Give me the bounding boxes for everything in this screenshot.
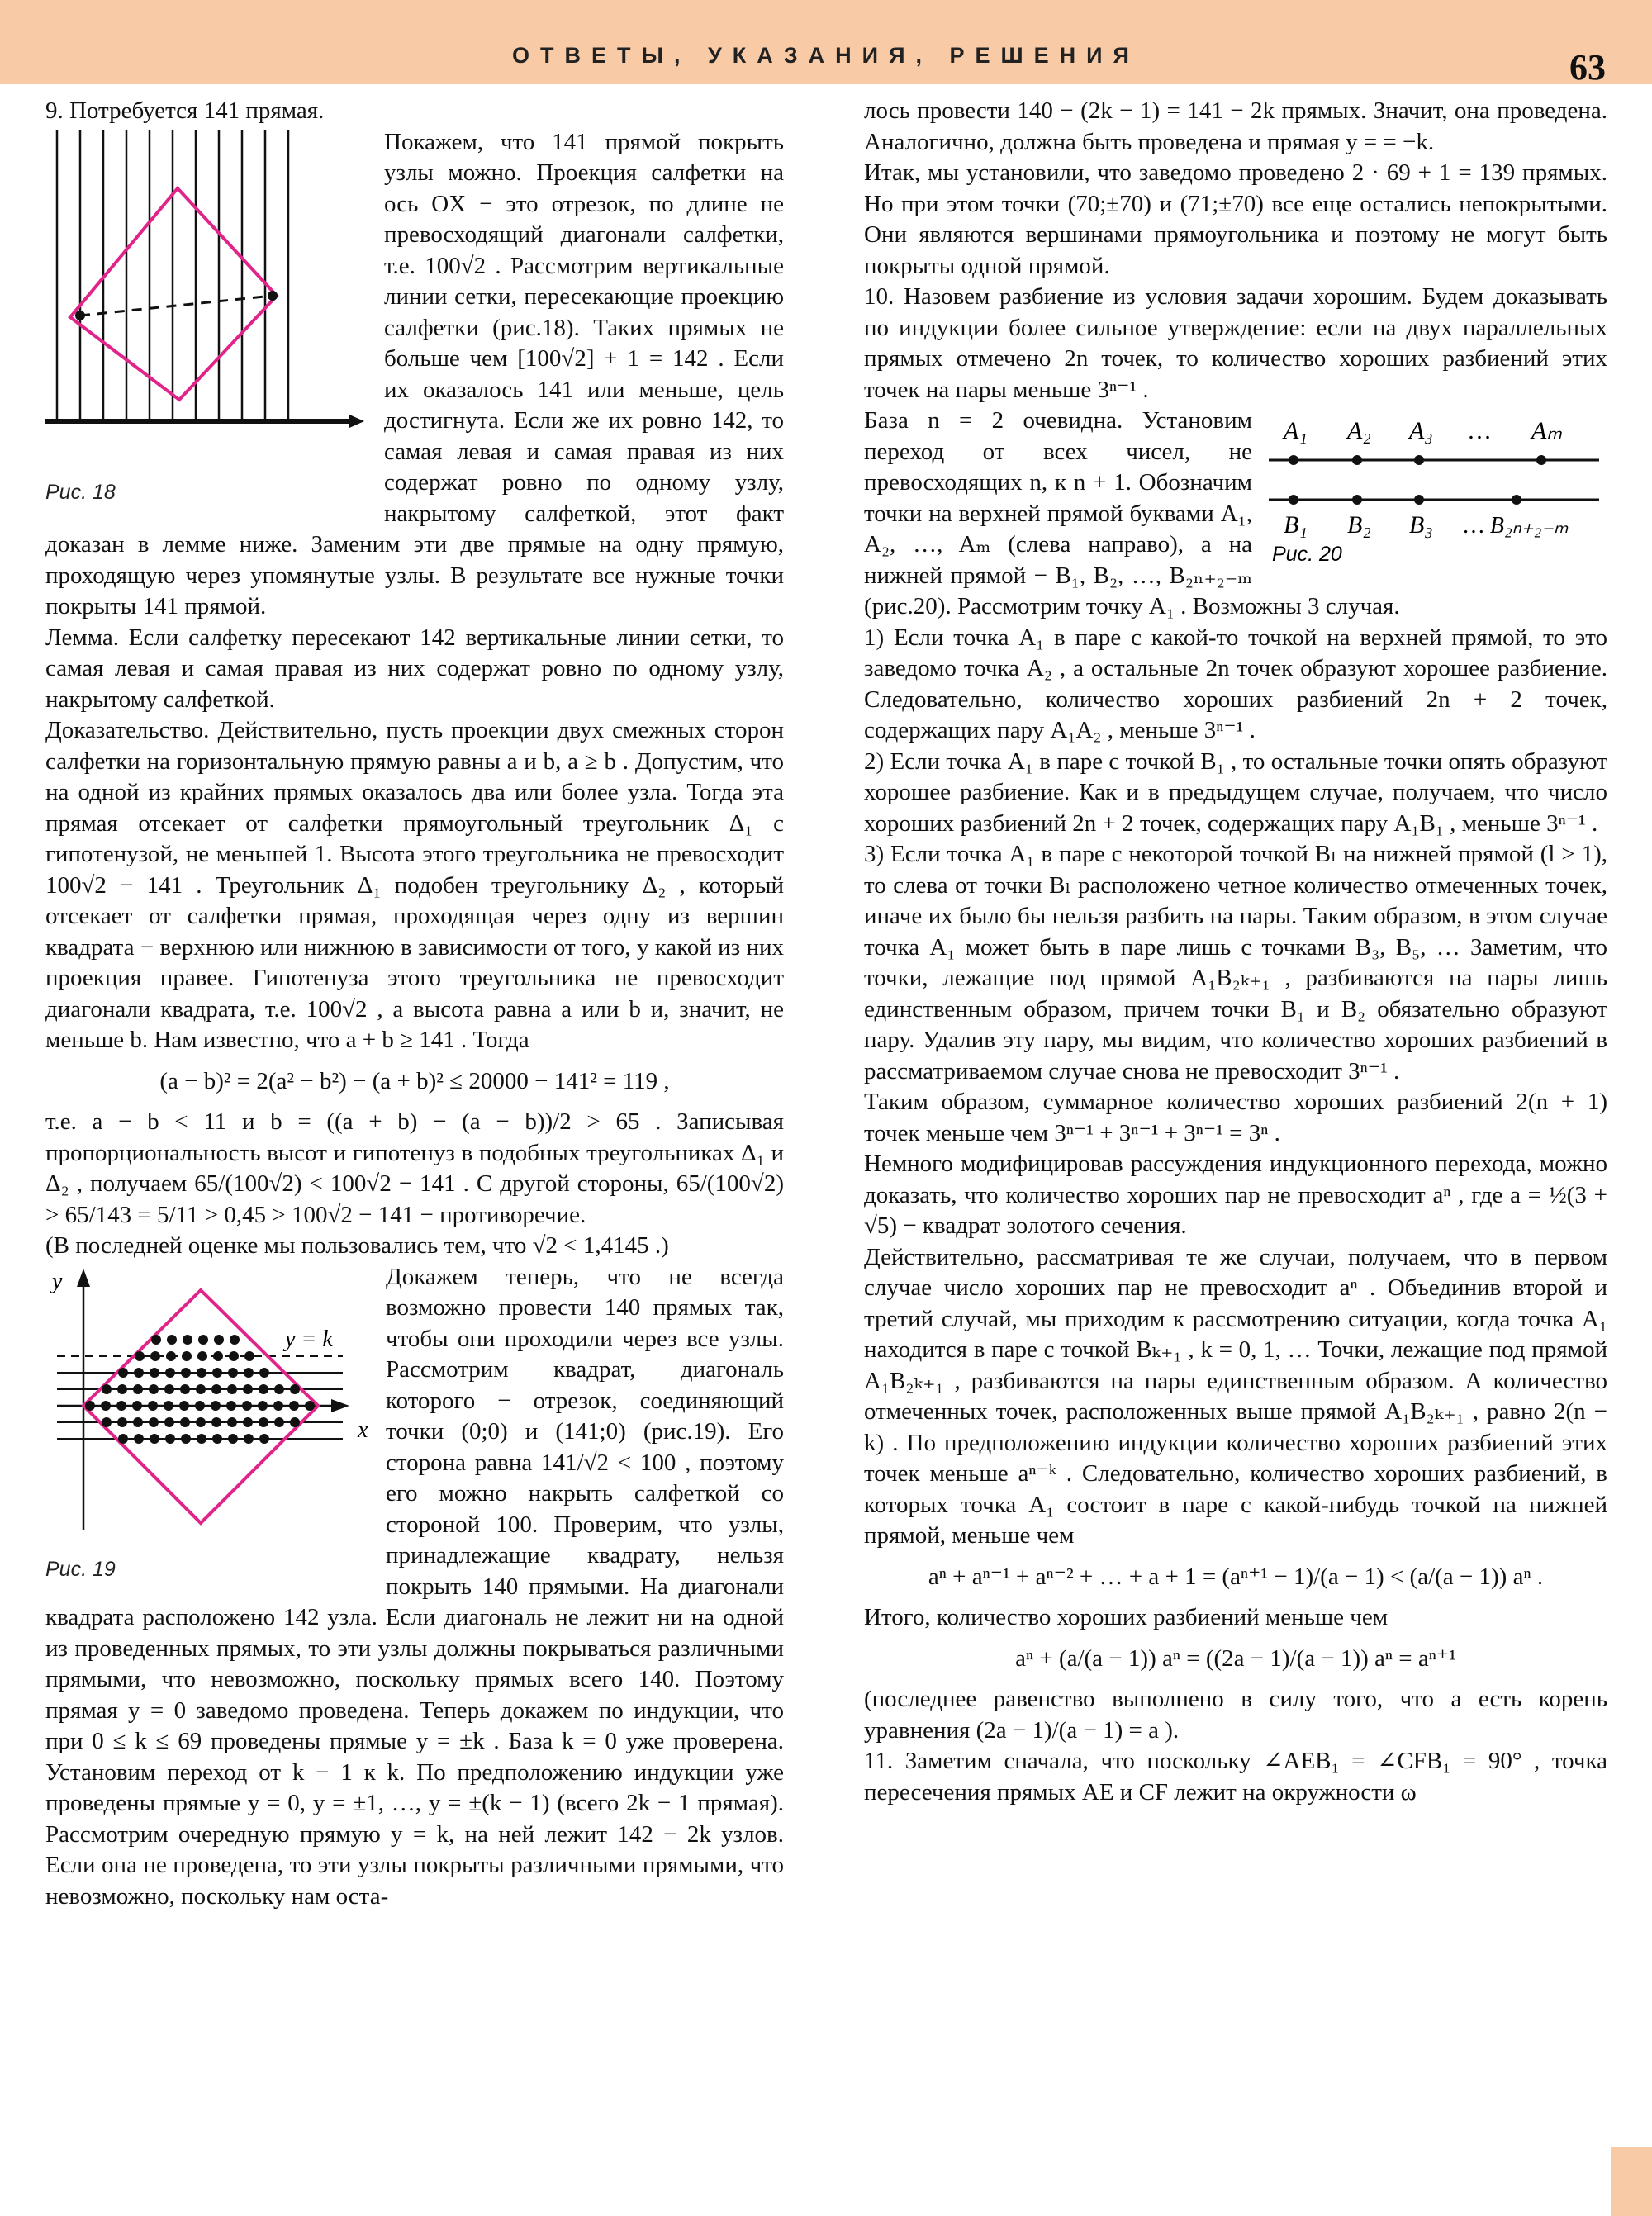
right-column (864, 96, 1607, 1808)
point-label-B2: B₂ (1347, 511, 1371, 539)
problem-9-answer: 9. Потребуется 141 прямая. (45, 97, 325, 124)
lemma: Лемма. Если салфетку пересекают 142 вертикальные линии сетки, то самая левая и самая правая из них содержат ровно по одному узлу, накрытому салфеткой. (45, 624, 784, 713)
lattice-node (183, 1335, 192, 1345)
equation-root-note: (последнее равенство выполнено в силу того, что a есть корень уравнения (2a − 1)/(a − 1) = a ). (864, 1686, 1607, 1744)
lattice-node (259, 1434, 269, 1444)
node-point (75, 311, 85, 320)
lattice-node (165, 1368, 175, 1378)
lattice-nodes (85, 1335, 315, 1444)
sqrt2-estimate-note: (В последней оценке мы пользовались тем, что √2 < 1,4145 .) (45, 1232, 669, 1259)
left-column (45, 96, 784, 1912)
point-A1 (1289, 455, 1298, 465)
figure-20-caption: Рис. 20 (1272, 543, 1342, 566)
sum-of-cases: Таким образом, суммарное количество хороших разбиений 2(n + 1) точек меньше чем 3ⁿ⁻¹ + 3ⁿ⁻¹ + 3ⁿ⁻¹ = 3ⁿ . (864, 1089, 1607, 1146)
lattice-node (227, 1384, 237, 1394)
dashed-segment (80, 296, 273, 316)
line-y-equals-k-label: y = k (285, 1326, 333, 1352)
point-A3 (1414, 455, 1424, 465)
point-label-Am: Aₘ (1531, 417, 1563, 444)
lattice-node (180, 1417, 190, 1427)
lattice-node (133, 1417, 143, 1427)
lattice-node (244, 1351, 254, 1361)
lattice-node (196, 1384, 206, 1394)
lattice-node (118, 1368, 128, 1378)
conclusion-139-lines: Итак, мы установили, что заведомо проведено 2 · 69 + 1 = 139 прямых. Но при этом точки (70;±70) и (71;±70) все еще остались непокрытыми. Они являются вершинами прямоугольника и поэтому не могут быть покрыты одной прямой. (864, 159, 1607, 279)
lattice-node (150, 1368, 159, 1378)
case-2: 2) Если точка A₁ в паре с точкой B₁ , то остальные точки опять образуют хорошее разбиение. Как и в предыдущем случае, получаем, что число хороших разбиений 2n + 2 точек, содержащих пару A₁B₁ , меньше 3ⁿ⁻¹ . (864, 747, 1607, 837)
figure-18-drawing (45, 130, 366, 469)
case-3: 3) Если точка A₁ в паре с некоторой точкой Bₗ на нижней прямой (l > 1), то слева от точки Bₗ расположено четное количество отмеченных точек, иначе их было бы нельзя разбить на пары. Таким образом, в этом случае точка A₁ может быть в паре лишь с точками B₃, B₅, … Заметим, что точки, лежащие под прямой A₁B₂ₖ₊₁ , разбиваются на пары лишь единственным образом, причем точки B₁ и B₂ обязательно образуют пару. Удалив эту пару, мы видим, что количество хороших разбиений в рассматриваемом случае снова не превосходит 3ⁿ⁻¹ . (864, 841, 1607, 1084)
point-B3 (1414, 495, 1424, 505)
lattice-node (290, 1384, 300, 1394)
problem-10-intro: 10. Назовем разбиение из условия задачи хорошим. Будем доказывать по индукции более сильное утверждение: если на двух параллельных прямых отмечено 2n точек, то количество хороших разбиений этих точек на пары меньше 3ⁿ⁻¹ . (864, 283, 1607, 403)
lattice-node (167, 1335, 177, 1345)
lattice-node (149, 1417, 159, 1427)
induction-continuation: лось провести 140 − (2k − 1) = 141 − 2k прямых. Значит, она проведена. Аналогично, должна быть проведена и прямая y = = −k. (864, 97, 1607, 155)
lattice-node (102, 1417, 112, 1427)
figure-19-drawing (45, 1265, 368, 1546)
lattice-node (151, 1335, 161, 1345)
lattice-node (164, 1384, 174, 1394)
lattice-node (244, 1368, 254, 1378)
lattice-node (213, 1351, 223, 1361)
problem-9-lower-bound: Докажем теперь, что не всегда возможно провести 140 прямых так, чтобы они проходили через все узлы. Рассмотрим квадрат, диагональ которого − отрезок, соединяющий точки (0;0) и (141;0) (рис.19). Его сторона равна 141/√2 < 100 , поэтому его можно накрыть салфеткой со стороной 100. Проверим, что узлы, принадлежащие квадрату, нельзя покрыть 140 прямыми. На диагонали квадрата расположено 142 узла. Если диагональ не лежит ни на одной из проведенных прямых, то эти узлы должны покрываться различными прямыми, что невозможно, поскольку прямых всего 140. Поэтому прямая y = 0 заведомо проведена. Теперь докажем по индукции, что при 0 ≤ k ≤ 69 проведены прямые y = ±k . База k = 0 уже проверена. Установим переход от k − 1 к k. По предположению индукции уже проведены прямые y = 0, y = ±1, …, y = ±(k − 1) (всего 2k − 1 прямая). Рассмотрим очередную прямую y = k, на ней лежит 142 − 2k узлов. Если она не проведена, то эти узлы покрыты различными прямыми, что невозможно, поскольку нам оста- (45, 1263, 784, 1910)
formula-geometric-sum: aⁿ + aⁿ⁻¹ + aⁿ⁻² + … + a + 1 = (aⁿ⁺¹ − 1)/(a − 1) < (a/(a − 1)) aⁿ . (928, 1563, 1544, 1590)
running-header: ОТВЕТЫ, УКАЗАНИЯ, РЕШЕНИЯ (512, 43, 1140, 68)
lattice-node (198, 1335, 208, 1345)
figure-20-drawing (1269, 409, 1607, 566)
lattice-node (242, 1401, 252, 1411)
case-1: 1) Если точка A₁ в паре с какой-то точкой на верхней прямой, то это заведомо точка A₂ , а остальные 2n точек образуют хорошее разбиение. Следовательно, количество хороших разбиений 2n + 2 точек, содержащих пару A₁A₂ , меньше 3ⁿ⁻¹ . (864, 624, 1607, 743)
point-label-ellipsis: … (1467, 417, 1492, 444)
lattice-node (135, 1351, 145, 1361)
lattice-node (274, 1384, 284, 1394)
lattice-node (180, 1384, 190, 1394)
point-label-B3: B₃ (1409, 511, 1433, 539)
lattice-node (212, 1434, 222, 1444)
point-label-B-last: … B₂ₙ₊₂₋ₘ (1464, 513, 1569, 539)
lattice-node (195, 1401, 205, 1411)
lattice-node (101, 1401, 111, 1411)
lattice-node (226, 1401, 236, 1411)
modified-argument: Действительно, рассматривая те же случаи, получаем, что в первом случае число хороших пар не превосходит aⁿ . Объединив второй и третий случай, мы приходим к рассмотрению ситуации, когда точка A₁ находится в паре с точкой Bₖ₊₁ , k = 0, 1, … Точки, лежащие под прямой A₁B₂ₖ₊₁ , разбиваются на пары единственным образом. А количество отмеченных точек, расположенных выше прямой A₁B₂ₖ₊₁ , равно 2(n − k) . По предположению индукции количество хороших разбиений этих точек меньше aⁿ⁻ᵏ . Следовательно, количество хороших разбиений, в которых точка A₁ состоит в паре с какой-нибудь точкой на нижней прямой, меньше чем (864, 1243, 1607, 1549)
grid-lines (57, 130, 288, 421)
lattice-node (227, 1417, 237, 1427)
lemma-proof: Доказательство. Действительно, пусть проекции двух смежных сторон салфетки на горизонтальную прямую равны a и b, a ≥ b . Допустим, что на одной из крайних прямых оказалось два или более узла. Тогда эта прямая отсекает от салфетки прямоугольный треугольник Δ₁ с гипотенузой, не меньшей 1. Высота этого треугольника не превосходит 100√2 − 141 . Треугольник Δ₁ подобен треугольнику Δ₂ , который отсекает от салфетки прямая, проходящая через одну из вершин квадрата − верхнюю или нижнюю в зависимости от того, у какой из них проекция правее. Гипотенуза этого треугольника не превосходит диагонали квадрата, т.е. 100√2 , а высота равна a или b и, значит, не меньше b. Нам известно, что a + b ≥ 141 . Тогда (45, 717, 784, 1053)
page-number: 63 (1569, 47, 1606, 88)
lattice-node (259, 1384, 268, 1394)
lattice-node (148, 1401, 158, 1411)
lattice-node (150, 1434, 159, 1444)
lattice-node (230, 1335, 240, 1345)
lattice-node (214, 1335, 224, 1345)
point-A2 (1352, 455, 1362, 465)
lattice-node (150, 1351, 160, 1361)
lattice-node (290, 1417, 300, 1427)
lattice-node (258, 1401, 268, 1411)
proof-contradiction: т.е. a − b < 11 и b = ((a + b) − (a − b))/2 > 65 . Записывая пропорциональность высот и гипотенуз в подобных треугольниках Δ₁ и Δ₂ , получаем 65/(100√2) < 100√2 − 141 . С другой стороны, 65/(100√2) > 65/143 = 5/11 > 0,45 > 100√2 − 141 − противоречие. (45, 1108, 784, 1228)
lattice-node (181, 1368, 191, 1378)
x-axis-arrow (331, 1399, 349, 1412)
point-Am (1536, 455, 1546, 465)
point-label-A1: A₁ (1284, 417, 1308, 444)
lattice-node (133, 1384, 143, 1394)
lattice-node (118, 1434, 128, 1444)
figure-18-caption: Рис. 18 (45, 481, 116, 504)
lattice-node (274, 1417, 284, 1427)
point-label-A3: A₃ (1409, 417, 1433, 444)
lattice-node (211, 1417, 221, 1427)
induction-setup: База n = 2 очевидна. Установим переход от всех чисел, не превосходящих n, к n + 1. Обозначим точки на верхней прямой буквами A₁, A₂, …, Aₘ (слева направо), а на нижней прямой − B₁, B₂, …, B₂ₙ₊₂₋ₘ (рис.20). Рассмотрим точку A₁ . Возможны 3 случая. (864, 407, 1400, 619)
lattice-node (102, 1384, 112, 1394)
total-count-intro: Итого, количество хороших разбиений меньше чем (864, 1604, 1389, 1630)
point-label-A2: A₂ (1347, 417, 1371, 444)
lattice-node (211, 1401, 221, 1411)
lattice-node (243, 1417, 253, 1427)
lattice-node (228, 1368, 238, 1378)
lattice-node (196, 1417, 206, 1427)
lattice-node (289, 1401, 299, 1411)
problem-9-construction: Покажем, что 141 прямой покрыть узлы можно. Проекция салфетки на ось OX − это отрезок, по длине не превосходящий диагонали салфетки, т.е. 100√2 . Рассмотрим вертикальные линии сетки, пересекающие проекцию салфетки (рис.18). Таких прямых не больше чем [100√2] + 1 = 142 . Если их оказалось 141 или меньше, цель достигнута. Если же их ровно 142, то самая левая и самая правая из них содержат ровно по одному узлу, накрытому салфеткой, этот факт доказан в лемме ниже. Заменим эти две прямые на одну прямую, проходящую через упомянутые узлы. В результате все нужные точки покрыты 141 прямой. (45, 128, 784, 619)
lattice-node (197, 1434, 206, 1444)
lattice-node (149, 1384, 159, 1394)
lattice-node (259, 1368, 269, 1378)
y-axis-label: y (52, 1268, 63, 1294)
figure-19-caption: Рис. 19 (45, 1558, 116, 1581)
figure-20 (1269, 409, 1607, 575)
lattice-node (182, 1351, 192, 1361)
lattice-node (164, 1417, 174, 1427)
y-axis-arrow (77, 1269, 90, 1287)
lattice-node (244, 1434, 254, 1444)
point-B-last (1512, 495, 1521, 505)
point-B2 (1352, 495, 1362, 505)
x-axis-arrow (349, 415, 364, 428)
lattice-node (305, 1401, 315, 1411)
lattice-node (197, 1368, 206, 1378)
node-point (268, 291, 278, 301)
figure-19 (45, 1265, 368, 1586)
page-edge-tab (1611, 2147, 1652, 2216)
lattice-node (243, 1384, 253, 1394)
lattice-node (117, 1384, 127, 1394)
formula-total: aⁿ + (a/(a − 1)) aⁿ = ((2a − 1)/(a − 1)) aⁿ = aⁿ⁺¹ (1015, 1644, 1456, 1672)
lattice-node (212, 1368, 222, 1378)
lattice-node (132, 1401, 142, 1411)
lattice-node (179, 1401, 189, 1411)
lattice-node (134, 1368, 144, 1378)
formula-inequality: (a − b)² = 2(a² − b²) − (a + b)² ≤ 20000 − 141² = 119 , (159, 1067, 670, 1094)
lattice-node (228, 1434, 238, 1444)
figure-18 (45, 130, 366, 509)
point-label-B1: B₁ (1284, 511, 1308, 539)
point-B1 (1289, 495, 1298, 505)
lattice-node (166, 1351, 176, 1361)
x-axis-label: x (358, 1416, 368, 1443)
lattice-node (211, 1384, 221, 1394)
header-band (0, 0, 1652, 84)
lattice-node (273, 1401, 283, 1411)
lattice-node (117, 1417, 127, 1427)
problem-11-start: 11. Заметим сначала, что поскольку ∠AEB₁ = ∠CFB₁ = 90° , точка пересечения прямых AE и CF лежит на окружности ω (864, 1748, 1607, 1806)
lattice-node (116, 1401, 126, 1411)
lattice-node (164, 1401, 173, 1411)
lattice-node (85, 1401, 95, 1411)
lattice-node (134, 1434, 144, 1444)
lattice-node (197, 1351, 207, 1361)
lattice-node (229, 1351, 239, 1361)
lattice-node (259, 1417, 268, 1427)
golden-ratio-remark: Немного модифицировав рассуждения индукционного перехода, можно доказать, что количество хороших пар не превосходит aⁿ , где a = ½(3 + √5) − квадрат золотого сечения. (864, 1151, 1607, 1239)
lattice-node (181, 1434, 191, 1444)
lattice-node (165, 1434, 175, 1444)
